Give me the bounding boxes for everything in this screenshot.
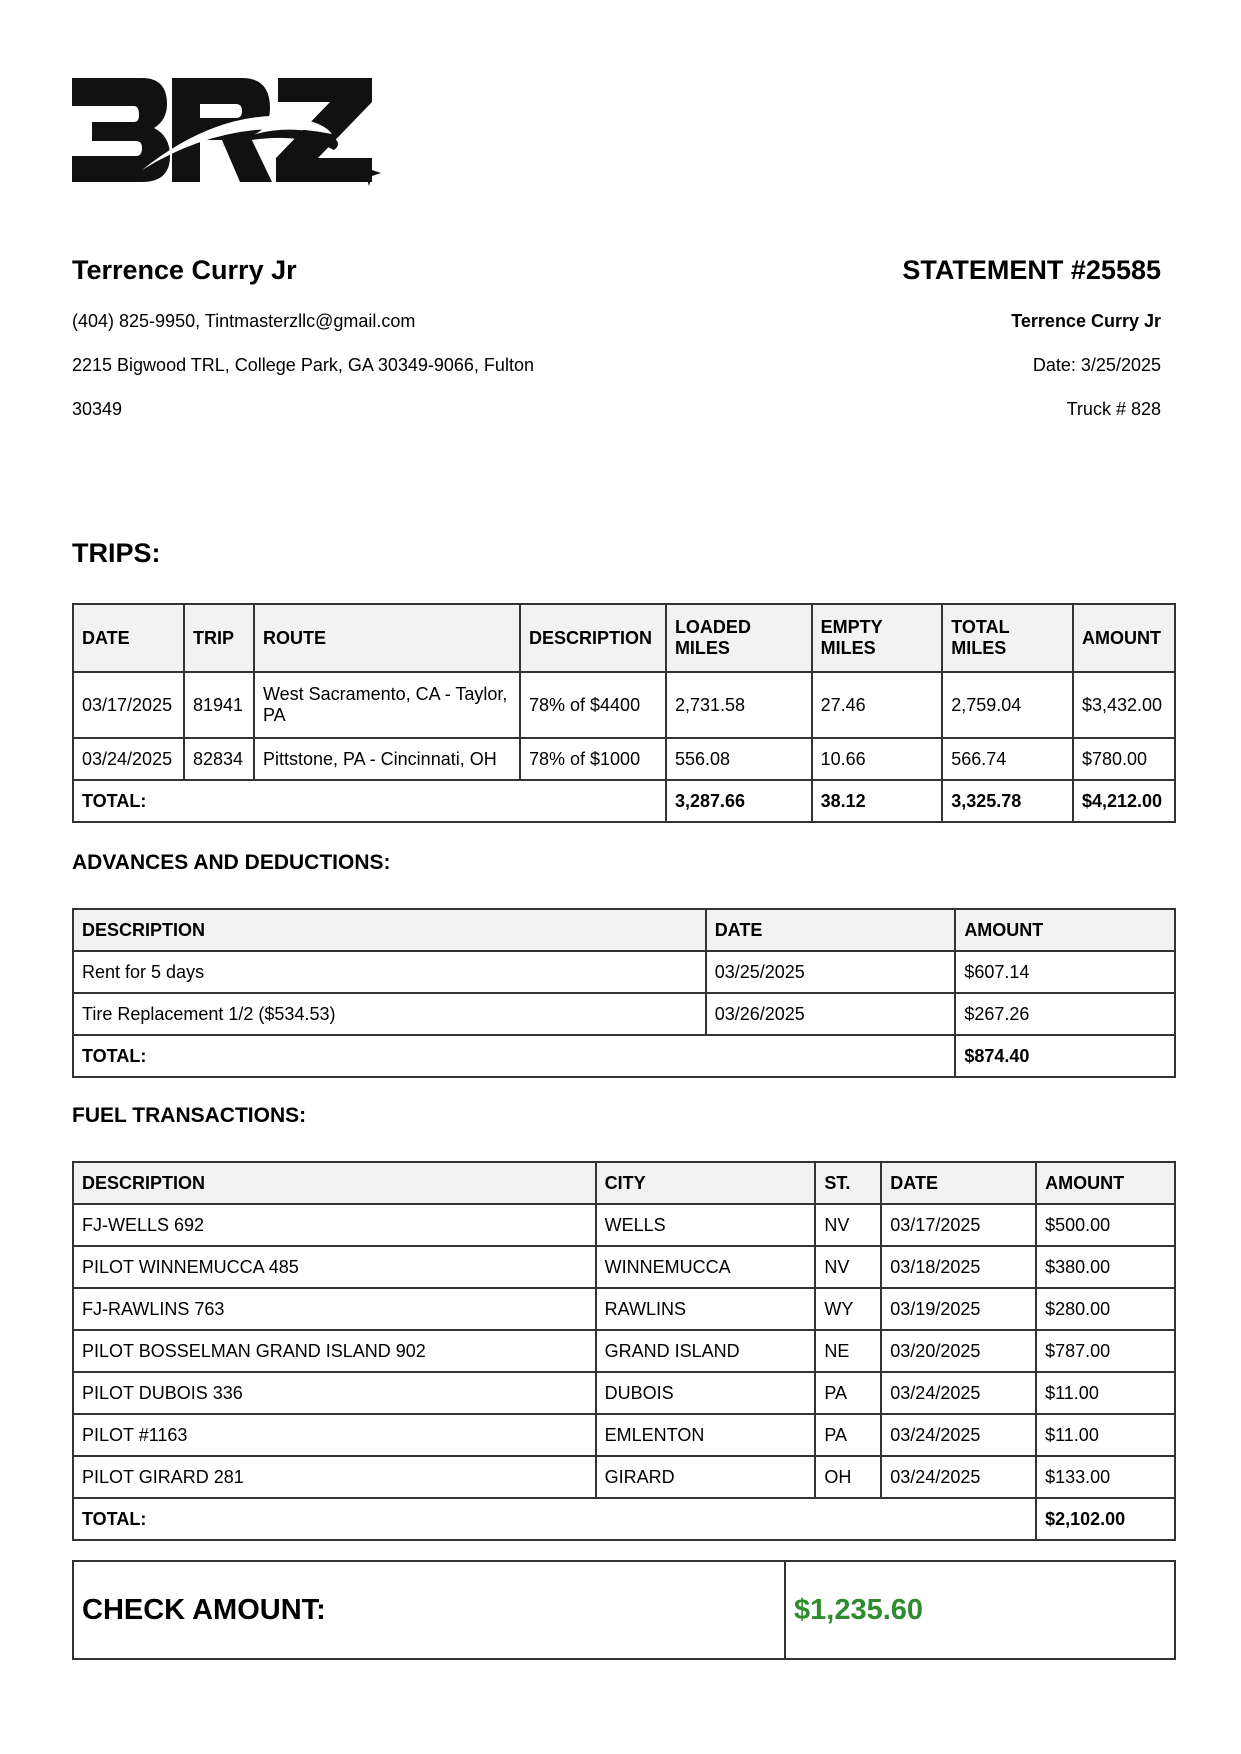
- driver-address-line1: 2215 Bigwood TRL, College Park, GA 30349-9066, Fulton: [72, 355, 534, 375]
- fuel-description: FJ-RAWLINS 763: [73, 1288, 596, 1330]
- deductions-total-label: TOTAL:: [73, 1035, 955, 1077]
- trip-loaded-miles: 556.08: [666, 738, 812, 780]
- deductions-header-row: [73, 909, 1175, 951]
- statement-date: Date: 3/25/2025: [1032, 355, 1161, 375]
- trips-total-label: TOTAL:: [73, 780, 666, 822]
- trips-total-empty: 38.12: [812, 780, 943, 822]
- fuel-city: WINNEMUCCA: [596, 1246, 816, 1288]
- trips-total-miles: 3,325.78: [942, 780, 1073, 822]
- trips-total-row: [73, 780, 1175, 822]
- trip-loaded-miles: 2,731.58: [666, 672, 812, 738]
- fuel-amount: $11.00: [1036, 1372, 1175, 1414]
- table-row: [73, 993, 1175, 1035]
- fuel-state: NE: [815, 1330, 881, 1372]
- fuel-header-row: [73, 1162, 1175, 1204]
- deduction-description: Rent for 5 days: [73, 951, 706, 993]
- fuel-header-description: DESCRIPTION: [73, 1162, 596, 1204]
- fuel-date: 03/18/2025: [881, 1246, 1036, 1288]
- trip-amount: $3,432.00: [1073, 672, 1175, 738]
- check-amount-label: CHECK AMOUNT:: [82, 1594, 326, 1626]
- trip-date: 03/17/2025: [73, 672, 184, 738]
- deduction-amount: $607.14: [955, 951, 1175, 993]
- deductions-title: ADVANCES AND DEDUCTIONS:: [72, 851, 391, 874]
- table-row: [73, 738, 1175, 780]
- fuel-date: 03/24/2025: [881, 1414, 1036, 1456]
- fuel-amount: $280.00: [1036, 1288, 1175, 1330]
- fuel-amount: $11.00: [1036, 1414, 1175, 1456]
- fuel-state: NV: [815, 1204, 881, 1246]
- deductions-header-amount: AMOUNT: [955, 909, 1175, 951]
- trip-route: West Sacramento, CA - Taylor, PA: [254, 672, 520, 738]
- driver-address-line2: 30349: [72, 399, 123, 419]
- fuel-state: PA: [815, 1414, 881, 1456]
- fuel-amount: $500.00: [1036, 1204, 1175, 1246]
- trip-route: Pittstone, PA - Cincinnati, OH: [254, 738, 520, 780]
- trips-header-loaded-miles: LOADED MILES: [666, 604, 812, 672]
- fuel-city: GRAND ISLAND: [596, 1330, 816, 1372]
- fuel-amount: $380.00: [1036, 1246, 1175, 1288]
- deduction-date: 03/25/2025: [706, 951, 956, 993]
- fuel-description: PILOT GIRARD 281: [73, 1456, 596, 1498]
- fuel-state: WY: [815, 1288, 881, 1330]
- trips-header-row: [73, 604, 1175, 672]
- trips-header-trip: TRIP: [184, 604, 254, 672]
- table-row: [73, 1204, 1175, 1246]
- fuel-header-city: CITY: [596, 1162, 816, 1204]
- trips-total-loaded: 3,287.66: [666, 780, 812, 822]
- trip-description: 78% of $1000: [520, 738, 666, 780]
- trip-empty-miles: 27.46: [812, 672, 943, 738]
- trips-header-route: ROUTE: [254, 604, 520, 672]
- deductions-header-date: DATE: [706, 909, 956, 951]
- table-row: [73, 1246, 1175, 1288]
- brz-logo: [72, 78, 382, 190]
- trip-number: 82834: [184, 738, 254, 780]
- trip-number: 81941: [184, 672, 254, 738]
- trips-header-total-miles: TOTAL MILES: [942, 604, 1073, 672]
- fuel-date: 03/24/2025: [881, 1456, 1036, 1498]
- fuel-amount: $787.00: [1036, 1330, 1175, 1372]
- trip-description: 78% of $4400: [520, 672, 666, 738]
- deductions-header-description: DESCRIPTION: [73, 909, 706, 951]
- fuel-description: PILOT #1163: [73, 1414, 596, 1456]
- statement-title: STATEMENT #25585: [902, 255, 1161, 285]
- fuel-date: 03/19/2025: [881, 1288, 1036, 1330]
- fuel-description: FJ-WELLS 692: [73, 1204, 596, 1246]
- check-amount-divider: [784, 1562, 786, 1658]
- fuel-header-state: ST.: [815, 1162, 881, 1204]
- fuel-header-amount: AMOUNT: [1036, 1162, 1175, 1204]
- deduction-description: Tire Replacement 1/2 ($534.53): [73, 993, 706, 1035]
- fuel-total-amount: $2,102.00: [1036, 1498, 1175, 1540]
- fuel-city: GIRARD: [596, 1456, 816, 1498]
- fuel-description: PILOT BOSSELMAN GRAND ISLAND 902: [73, 1330, 596, 1372]
- driver-contact: (404) 825-9950, Tintmasterzllc@gmail.com: [72, 311, 416, 331]
- deduction-date: 03/26/2025: [706, 993, 956, 1035]
- trips-total-amount: $4,212.00: [1073, 780, 1175, 822]
- deductions-total-amount: $874.40: [955, 1035, 1175, 1077]
- trips-header-empty-miles: EMPTY MILES: [812, 604, 943, 672]
- trips-header-amount: AMOUNT: [1073, 604, 1175, 672]
- table-row: [73, 1414, 1175, 1456]
- driver-name: Terrence Curry Jr: [72, 255, 297, 285]
- fuel-date: 03/17/2025: [881, 1204, 1036, 1246]
- check-amount-value: $1,235.60: [794, 1594, 924, 1626]
- table-row: [73, 1456, 1175, 1498]
- statement-name: Terrence Curry Jr: [1011, 311, 1161, 331]
- table-row: [73, 1288, 1175, 1330]
- statement-truck: Truck # 828: [1066, 399, 1161, 419]
- table-row: [73, 951, 1175, 993]
- table-row: [73, 1330, 1175, 1372]
- trip-total-miles: 566.74: [942, 738, 1073, 780]
- fuel-total-label: TOTAL:: [73, 1498, 1036, 1540]
- fuel-state: NV: [815, 1246, 881, 1288]
- fuel-date: 03/24/2025: [881, 1372, 1036, 1414]
- deduction-amount: $267.26: [955, 993, 1175, 1035]
- trips-table: [72, 603, 1176, 823]
- trips-title: TRIPS:: [72, 538, 161, 568]
- fuel-date: 03/20/2025: [881, 1330, 1036, 1372]
- trip-total-miles: 2,759.04: [942, 672, 1073, 738]
- fuel-city: WELLS: [596, 1204, 816, 1246]
- table-row: [73, 672, 1175, 738]
- deductions-table: [72, 908, 1176, 1078]
- fuel-description: PILOT WINNEMUCCA 485: [73, 1246, 596, 1288]
- fuel-amount: $133.00: [1036, 1456, 1175, 1498]
- trips-header-description: DESCRIPTION: [520, 604, 666, 672]
- table-row: [73, 1372, 1175, 1414]
- trip-date: 03/24/2025: [73, 738, 184, 780]
- fuel-city: RAWLINS: [596, 1288, 816, 1330]
- fuel-header-date: DATE: [881, 1162, 1036, 1204]
- fuel-state: OH: [815, 1456, 881, 1498]
- trips-header-date: DATE: [73, 604, 184, 672]
- deductions-total-row: [73, 1035, 1175, 1077]
- fuel-title: FUEL TRANSACTIONS:: [72, 1104, 307, 1127]
- fuel-total-row: [73, 1498, 1175, 1540]
- fuel-table: [72, 1161, 1176, 1541]
- fuel-description: PILOT DUBOIS 336: [73, 1372, 596, 1414]
- fuel-city: DUBOIS: [596, 1372, 816, 1414]
- check-amount-box: [72, 1560, 1176, 1660]
- trip-amount: $780.00: [1073, 738, 1175, 780]
- fuel-state: PA: [815, 1372, 881, 1414]
- trip-empty-miles: 10.66: [812, 738, 943, 780]
- fuel-city: EMLENTON: [596, 1414, 816, 1456]
